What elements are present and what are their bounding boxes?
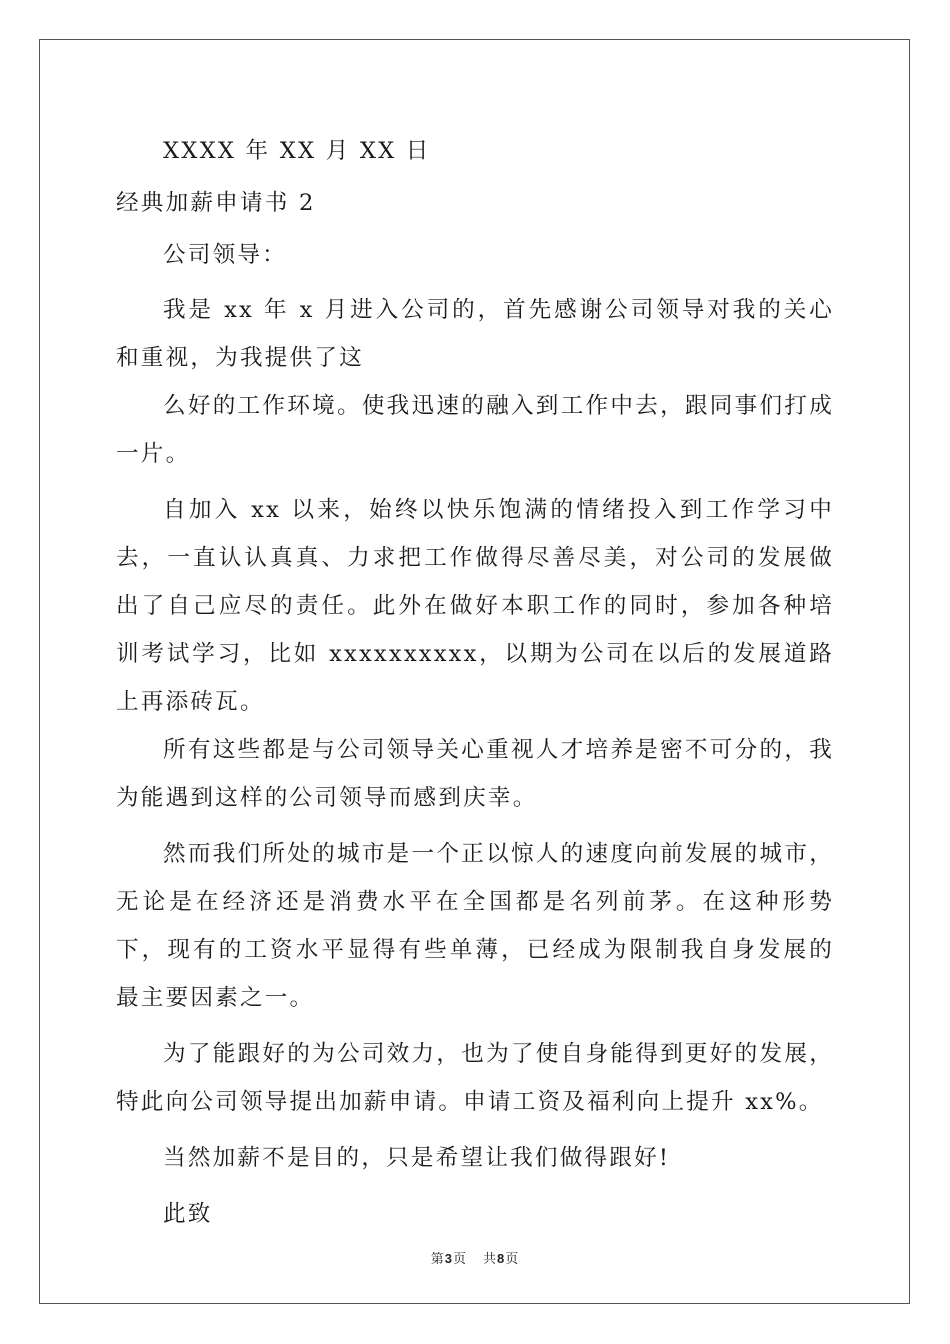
paragraph-1: 我是 xx 年 x 月进入公司的，首先感谢公司领导对我的关心和重视，为我提供了这 (116, 297, 834, 371)
paragraph-7: 当然加薪不是目的，只是希望让我们做得跟好! (163, 1145, 671, 1171)
page-total-number: 8 (497, 1251, 506, 1266)
salutation: 公司领导： (163, 242, 287, 268)
document-body (116, 128, 834, 1238)
total-prefix: 共 (483, 1252, 498, 1267)
total-suffix: 页 (505, 1252, 520, 1267)
paragraph-2: 么好的工作环境。使我迅速的融入到工作中去，跟同事们打成一片。 (116, 393, 834, 467)
page-footer (0, 1248, 950, 1267)
page-prefix: 第 (430, 1252, 445, 1267)
paragraph-5: 然而我们所处的城市是一个正以惊人的速度向前发展的城市，无论是在经济还是消费水平在全国都是名列前茅。在这种形势下，现有的工资水平显得有些单薄，已经成为限制我自身发展的最主要因素之一。 (116, 841, 834, 1011)
closing-line: 此致 (163, 1201, 213, 1227)
page-suffix: 页 (452, 1252, 467, 1267)
date-line: XXXX 年 XX 月 XX 日 (163, 138, 431, 164)
document-title: 经典加薪申请书 2 (116, 190, 316, 216)
paragraph-4: 所有这些都是与公司领导关心重视人才培养是密不可分的，我为能遇到这样的公司领导而感到庆幸。 (116, 737, 834, 811)
paragraph-3: 自加入 xx 以来，始终以快乐饱满的情绪投入到工作学习中去，一直认认真真、力求把工作做得尽善尽美，对公司的发展做出了自己应尽的责任。此外在做好本职工作的同时，参加各种培训考试学习，比如 xxxxxxxxxx，以期为公司在以后的发展道路上再添砖瓦。 (116, 497, 834, 715)
page-current-number: 3 (444, 1251, 453, 1266)
paragraph-6: 为了能跟好的为公司效力，也为了使自身能得到更好的发展，特此向公司领导提出加薪申请。申请工资及福利向上提升 xx%。 (116, 1041, 834, 1115)
